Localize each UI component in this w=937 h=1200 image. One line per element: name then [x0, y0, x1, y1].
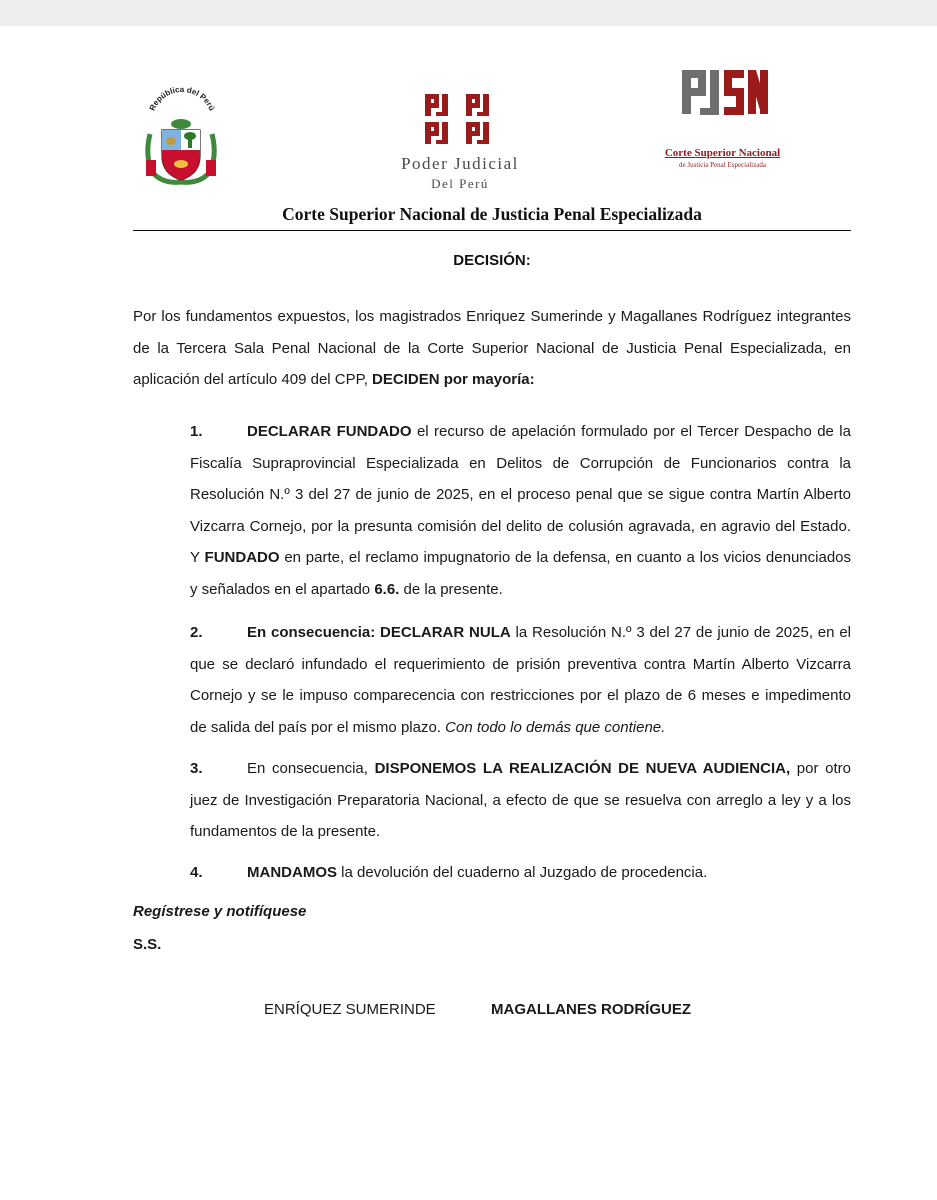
item-bold: DECLARAR FUNDADO — [247, 423, 412, 440]
corte-superior-nacional-logo — [660, 66, 785, 176]
court-header-title: Corte Superior Nacional de Justicia Penal Especializada — [282, 204, 702, 224]
item-bold: MANDAMOS — [247, 864, 337, 881]
item-text: En consecuencia, — [247, 760, 375, 777]
csn-logo-line1: Corte Superior Nacional — [664, 147, 781, 159]
closing-formula: Regístrese y notifíquese — [133, 903, 307, 920]
signature-left: ENRÍQUEZ SUMERINDE — [264, 1001, 436, 1018]
csn-logo-line2: de Justicia Penal Especializada — [679, 161, 766, 169]
item-number: 4. — [190, 864, 203, 881]
item-text: el recurso de apelación formulado por el Tercer Despacho de la Fiscalía Supraprovincial Especializada en Delitos de Corrupción de Funcionarios contra la Resolución N.º 3 del 27 de junio de 2025, en el proceso penal que se sigue contra Martín Alberto Vizcarra Cornejo, por la presunta comisión del delito de colusión agravada, en agravio del Estado. Y — [190, 423, 851, 566]
svg-text:República del Perú — [148, 85, 217, 112]
signature-right: MAGALLANES RODRÍGUEZ — [491, 1001, 691, 1018]
document-page — [0, 26, 937, 1200]
item-text: de la presente. — [399, 580, 503, 598]
decision-item-4 — [190, 857, 851, 889]
item-text: en parte, el reclamo impugnatorio de la defensa, en cuanto a los vicios denunciados y señalados en el apartado — [190, 549, 852, 598]
ss-abbreviation: S.S. — [133, 936, 162, 953]
pj-logo-line2: Del Perú — [431, 176, 489, 191]
item-text: la devolución del cuaderno al Juzgado de procedencia. — [337, 864, 708, 881]
decision-item-2 — [190, 617, 851, 743]
header-divider — [133, 230, 851, 231]
poder-judicial-logo — [380, 66, 540, 194]
decision-heading: DECISIÓN: — [453, 252, 531, 269]
pj-logo-line1: Poder Judicial — [401, 154, 519, 173]
peru-coat-of-arms-logo — [140, 78, 222, 190]
decision-item-1 — [190, 416, 851, 605]
item-bold: 6.6. — [374, 580, 400, 598]
item-text: la Resolución N.º 3 del 27 de junio de 2025, en el que se declaró infundado el requerimiento de prisión preventiva contra Martín Alberto Vizcarra Cornejo y se le impuso comparecencia con restricciones por el plazo de 6 meses e impedimento de salida del país por el mismo plazo. — [190, 624, 851, 736]
item-number: 1. — [190, 423, 203, 440]
item-italic: Con todo lo demás que contiene. — [445, 718, 666, 736]
intro-text: Por los fundamentos expuestos, los magistrados Enriquez Sumerinde y Magallanes Rodríguez integrantes de la Tercera Sala Penal Nacional de la Corte Superior Nacional de Justicia Penal Especializada, en aplicación del artículo 409 del CPP, — [133, 308, 851, 388]
item-bold: FUNDADO — [204, 549, 280, 566]
decision-item-3 — [190, 753, 851, 848]
item-text: por otro juez de Investigación Preparatoria Nacional, a efecto de que se resuelva con arreglo a ley y a los fundamentos de la presente. — [190, 760, 851, 840]
item-bold: En consecuencia: DECLARAR NULA — [247, 624, 511, 641]
peru-seal-text: República del Perú — [147, 84, 217, 113]
intro-bold: DECIDEN por mayoría: — [372, 371, 535, 388]
item-bold: DISPONEMOS LA REALIZACIÓN DE NUEVA AUDIENCIA, — [374, 760, 791, 777]
intro-paragraph — [133, 301, 851, 396]
item-number: 3. — [190, 760, 203, 777]
item-number: 2. — [190, 624, 203, 641]
